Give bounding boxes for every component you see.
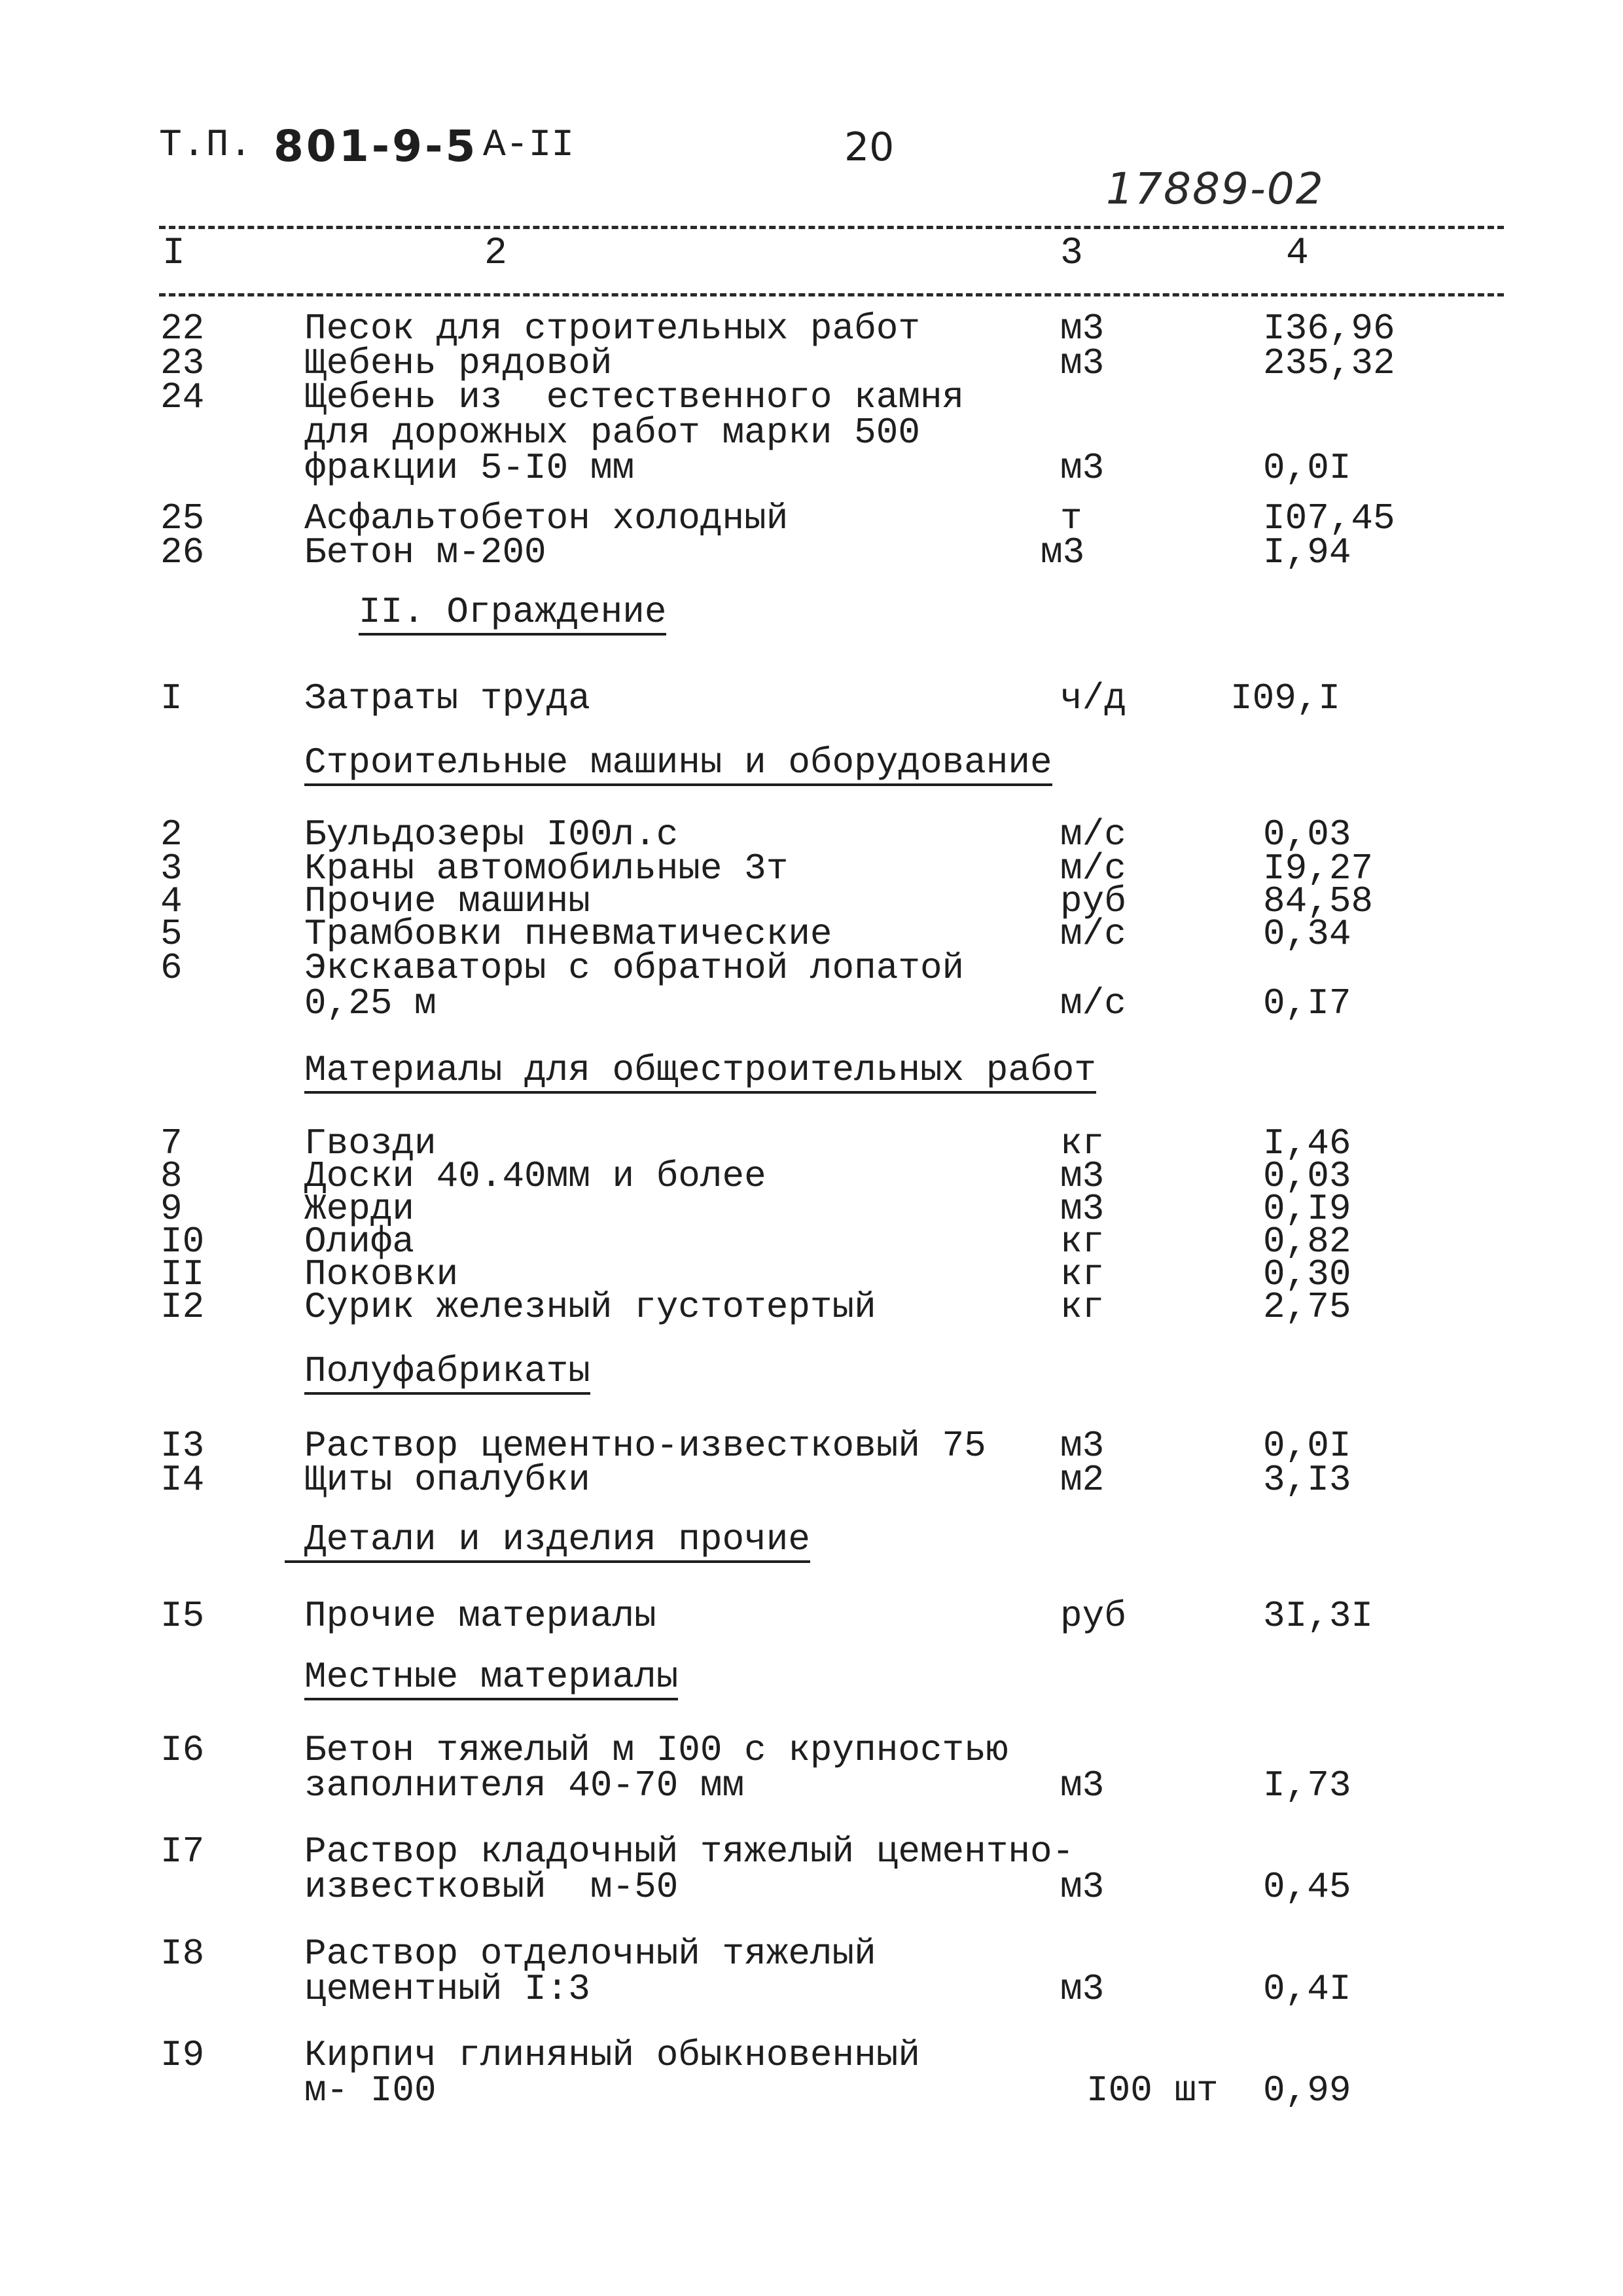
row-name: Гвозди — [304, 1122, 437, 1164]
row-number: I — [160, 677, 183, 719]
row-number: 9 — [160, 1188, 183, 1230]
row-unit: м3 — [1060, 1155, 1105, 1197]
row-unit: м/с — [1060, 814, 1126, 855]
row-unit: м3 — [1060, 447, 1105, 489]
row-unit: руб — [1060, 880, 1126, 922]
section-title-materials: Материалы для общестроительных работ — [304, 1050, 1096, 1094]
table-header-rule — [159, 293, 1504, 296]
row-name: Раствор кладочный тяжелый цементно- известковый м-50 — [304, 1831, 1075, 1908]
section-title-machines: Строительные машины и оборудование — [304, 743, 1052, 786]
row-number: 8 — [160, 1155, 183, 1197]
row-value: 3I,3I — [1263, 1595, 1374, 1637]
row-number: I9 — [160, 2034, 205, 2076]
section-title-semi: Полуфабрикаты — [304, 1352, 590, 1395]
row-value: I,73 — [1263, 1765, 1351, 1806]
row-unit: ч/д — [1060, 677, 1126, 719]
row-value: 3,I3 — [1263, 1459, 1351, 1501]
row-number: 6 — [160, 947, 183, 989]
row-number: 26 — [160, 531, 205, 573]
row-name: Доски 40.40мм и более — [304, 1155, 766, 1197]
row-name: Бетон тяжелый м I00 с крупностью заполнителя 40-70 мм — [304, 1729, 1008, 1806]
row-name: Затраты труда — [304, 677, 590, 719]
row-unit: м3 — [1060, 1425, 1105, 1467]
row-unit: м3 — [1041, 531, 1085, 573]
table-top-rule — [159, 226, 1504, 229]
sheet-label: А-II — [483, 124, 575, 167]
row-value: 0,I9 — [1263, 1188, 1351, 1230]
row-name: Раствор цементно-известковый 75 — [304, 1425, 986, 1467]
row-value: 0,03 — [1263, 1155, 1351, 1197]
row-value: 84,58 — [1263, 880, 1374, 922]
row-unit: м3 — [1060, 1188, 1105, 1230]
row-value: I36,96 — [1263, 308, 1395, 350]
row-number: I2 — [160, 1286, 205, 1328]
row-name: Бульдозеры I00л.с — [304, 814, 679, 855]
row-number: II — [160, 1253, 205, 1295]
row-unit: м3 — [1060, 308, 1105, 350]
row-value: I07,45 — [1263, 497, 1395, 539]
row-value: 0,30 — [1263, 1253, 1351, 1295]
row-number: 23 — [160, 342, 205, 384]
row-number: I5 — [160, 1595, 205, 1637]
row-name: Поковки — [304, 1253, 459, 1295]
row-number: I8 — [160, 1933, 205, 1975]
row-name: Прочие машины — [304, 880, 590, 922]
row-name: Песок для строительных работ — [304, 308, 920, 350]
row-unit: м3 — [1060, 342, 1105, 384]
row-unit: м3 — [1060, 1765, 1105, 1806]
row-name: Кирпич глиняный обыкновенный м- I00 — [304, 2034, 920, 2111]
row-unit: м3 — [1060, 1866, 1105, 1908]
row-name: Трамбовки пневматические — [304, 913, 832, 955]
row-value: I9,27 — [1263, 848, 1374, 889]
row-number: I4 — [160, 1459, 205, 1501]
column-header-4: 4 — [1286, 232, 1309, 275]
page-number: 20 — [844, 124, 895, 170]
row-value: 235,32 — [1263, 342, 1395, 384]
section-title-local: Местные материалы — [304, 1657, 678, 1700]
row-name: Щебень рядовой — [304, 342, 613, 384]
row-value: 2,75 — [1263, 1286, 1351, 1328]
row-name: Краны автомобильные 3т — [304, 848, 789, 889]
row-unit: I00 шт — [1086, 2070, 1219, 2111]
row-value: 0,45 — [1263, 1866, 1351, 1908]
row-unit: руб — [1060, 1595, 1126, 1637]
row-value: 0,4I — [1263, 1968, 1351, 2010]
row-unit: м2 — [1060, 1459, 1105, 1501]
row-name: Сурик железный густотертый — [304, 1286, 876, 1328]
row-name: Щиты опалубки — [304, 1459, 590, 1501]
row-number: 7 — [160, 1122, 183, 1164]
row-value: 0,99 — [1263, 2070, 1351, 2111]
row-number: I6 — [160, 1729, 205, 1771]
column-header-1: I — [162, 232, 185, 275]
row-number: 22 — [160, 308, 205, 350]
row-unit: м/с — [1060, 848, 1126, 889]
row-value: 0,0I — [1263, 447, 1351, 489]
row-unit: м3 — [1060, 1968, 1105, 2010]
row-value: 0,0I — [1263, 1425, 1351, 1467]
row-value: I,46 — [1263, 1122, 1351, 1164]
row-name: Прочие материалы — [304, 1595, 656, 1637]
row-unit: кг — [1060, 1221, 1105, 1263]
section-title-fence: II. Ограждение — [359, 592, 666, 636]
row-number: 2 — [160, 814, 183, 855]
page-header — [0, 0, 1623, 223]
row-number: I7 — [160, 1831, 205, 1873]
handwritten-code: 17889-02 — [1106, 164, 1325, 214]
row-value: 0,34 — [1263, 913, 1351, 955]
row-unit: кг — [1060, 1286, 1105, 1328]
row-name: Асфальтобетон холодный — [304, 497, 789, 539]
row-value: 0,I7 — [1263, 982, 1351, 1024]
row-name: Жерди — [304, 1188, 415, 1230]
row-value: I,94 — [1263, 531, 1351, 573]
row-unit: м/с — [1060, 982, 1126, 1024]
row-name: Раствор отделочный тяжелый цементный I:3 — [304, 1933, 876, 2010]
row-name: Щебень из естественного камня для дорожных работ марки 500 фракции 5-I0 мм — [304, 376, 965, 489]
row-unit: м/с — [1060, 913, 1126, 955]
row-name: Экскаваторы с обратной лопатой 0,25 м — [304, 947, 965, 1024]
column-header-2: 2 — [484, 232, 507, 275]
row-name: Олифа — [304, 1221, 415, 1263]
row-number: 24 — [160, 376, 205, 418]
row-unit: кг — [1060, 1253, 1105, 1295]
doc-code: Т.П. — [159, 124, 253, 167]
row-value: 0,03 — [1263, 814, 1351, 855]
row-number: 4 — [160, 880, 183, 922]
doc-number: 801-9-5 — [274, 121, 478, 171]
section-title-parts: Детали и изделия прочие — [285, 1520, 810, 1563]
row-number: 5 — [160, 913, 183, 955]
row-number: I0 — [160, 1221, 205, 1263]
row-number: I3 — [160, 1425, 205, 1467]
row-unit: т — [1060, 497, 1082, 539]
row-name: Бетон м-200 — [304, 531, 546, 573]
row-unit: кг — [1060, 1122, 1105, 1164]
row-number: 25 — [160, 497, 205, 539]
row-value: I09,I — [1230, 677, 1341, 719]
row-value: 0,82 — [1263, 1221, 1351, 1263]
column-header-3: 3 — [1060, 232, 1083, 275]
row-number: 3 — [160, 848, 183, 889]
